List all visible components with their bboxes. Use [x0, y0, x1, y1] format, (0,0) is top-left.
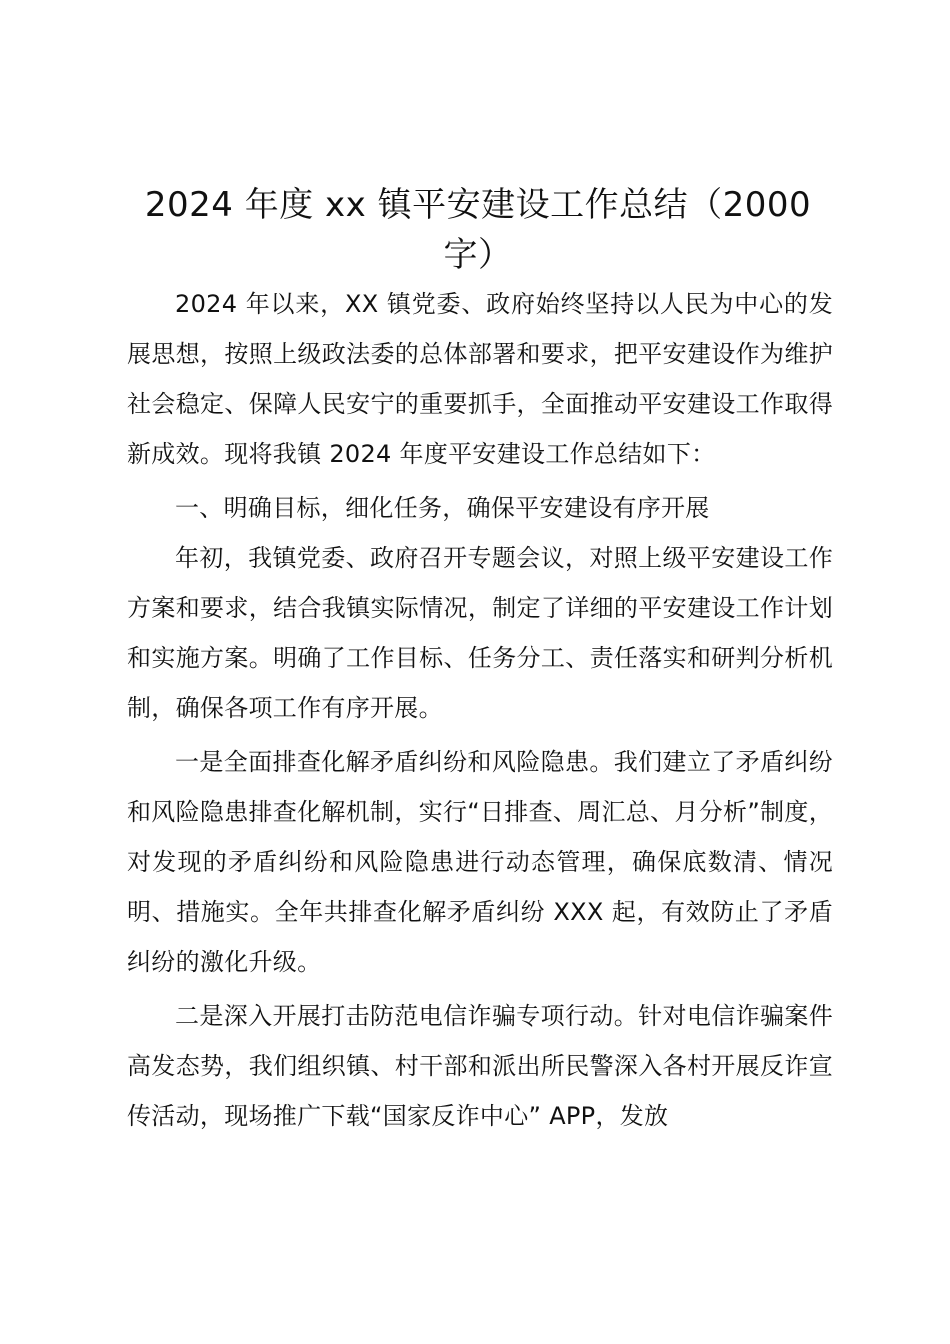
section-heading-1: 一、明确目标，细化任务，确保平安建设有序开展 — [175, 494, 710, 522]
document-title: 2024 年度 xx 镇平安建设工作总结（2000字） — [144, 185, 812, 275]
body-paragraph-3: 二是深入开展打击防范电信诈骗专项行动。针对电信诈骗案件高发态势，我们组织镇、村干部和派出所民警深入各村开展反诈宣传活动，现场推广下载“国家反诈中心” APP，发放 — [127, 1002, 833, 1130]
intro-paragraph: 2024 年以来，XX 镇党委、政府始终坚持以人民为中心的发展思想，按照上级政法委的总体部署和要求，把平安建设作为维护社会稳定、保障人民安宁的重要抓手，全面推动平安建设工作取得新成效。现将我镇 2024 年度平安建设工作总结如下： — [127, 290, 833, 468]
document-body — [127, 279, 833, 1145]
body-paragraph-1: 年初，我镇党委、政府召开专题会议，对照上级平安建设工作方案和要求，结合我镇实际情况，制定了详细的平安建设工作计划和实施方案。明确了工作目标、任务分工、责任落实和研判分析机制，确保各项工作有序开展。 — [127, 544, 833, 722]
body-paragraph-2: 一是全面排查化解矛盾纠纷和风险隐患。我们建立了矛盾纠纷和风险隐患排查化解机制，实行“日排查、周汇总、月分析”制度，对发现的矛盾纠纷和风险隐患进行动态管理，确保底数清、情况明、措施实。全年共排查化解矛盾纠纷 XXX 起，有效防止了矛盾纠纷的激化升级。 — [127, 748, 833, 976]
